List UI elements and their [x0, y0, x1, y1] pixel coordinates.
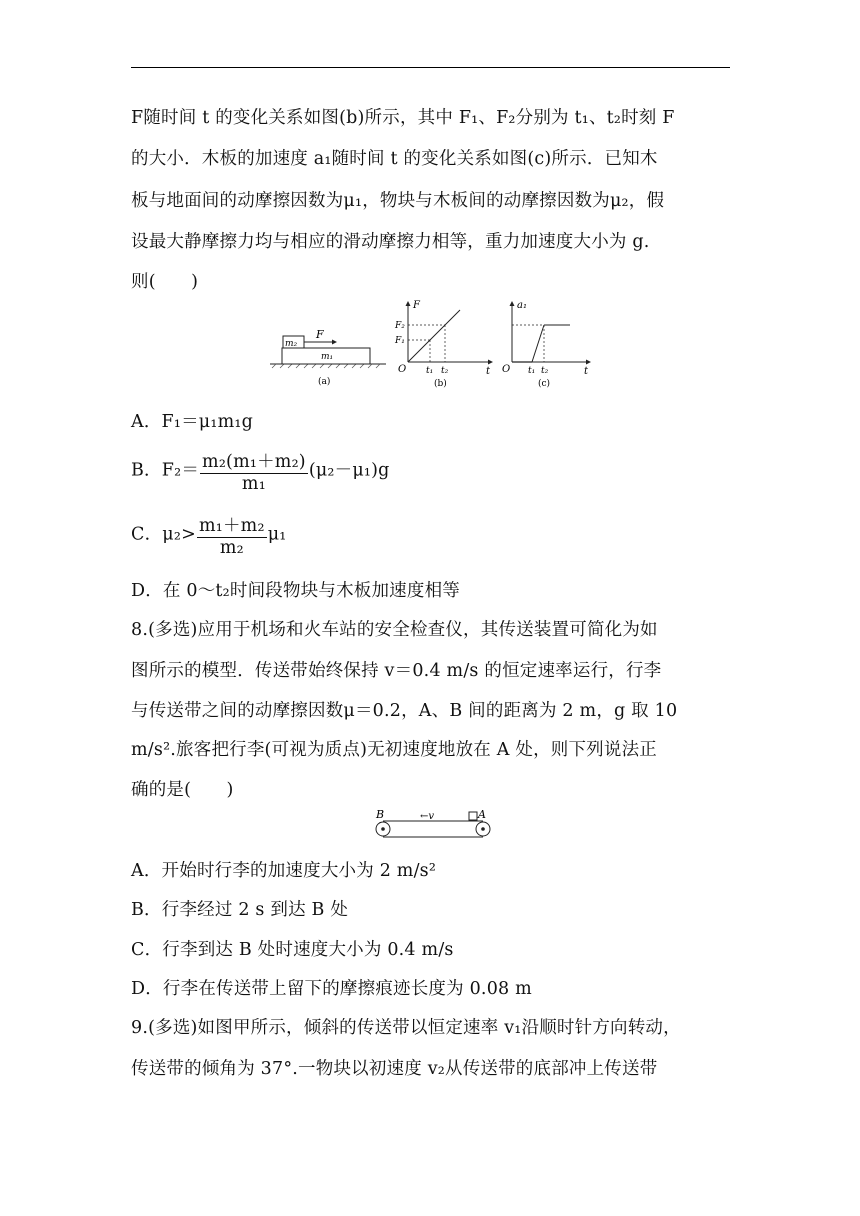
c-axis-t: t — [584, 366, 589, 377]
q7-intro-line-5: 则( ) — [131, 272, 199, 292]
q7-intro-line-2: 的大小．木板的加速度 a₁随时间 t 的变化关系如图(c)所示．已知木 — [131, 149, 658, 169]
q8-line-1: 8.(多选)应用于机场和火车站的安全检查仪，其传送装置可简化为如 — [131, 620, 658, 640]
caption-a: (a) — [318, 377, 331, 387]
b-t1: t₁ — [426, 366, 434, 376]
luggage-box — [469, 812, 477, 820]
q8-option-d: D．行李在传送带上留下的摩擦痕迹长度为 0.08 m — [131, 979, 532, 999]
q9-line-2: 传送带的倾角为 37°.一物块以初速度 v₂从传送带的底部冲上传送带 — [131, 1059, 658, 1079]
b-axis-F: F — [413, 300, 420, 311]
q7-option-b-prefix: B．F₂＝ — [131, 460, 200, 481]
q7-intro-line-4: 设最大静摩擦力均与相应的滑动摩擦力相等，重力加速度大小为 g. — [131, 232, 650, 252]
figure-b — [394, 300, 493, 389]
caption-c: (c) — [538, 379, 551, 389]
q7-figure — [268, 298, 600, 394]
q8-option-a: A．开始时行李的加速度大小为 2 m/s² — [131, 861, 437, 881]
figure-c — [502, 300, 591, 389]
label-m1: m₁ — [321, 352, 334, 362]
b-F1: F₁ — [395, 336, 405, 346]
q7-option-b-fraction — [200, 448, 308, 494]
q8-option-c: C．行李到达 B 处时速度大小为 0.4 m/s — [131, 940, 454, 960]
conveyor-label-b: B — [376, 808, 385, 821]
c-t2: t₂ — [541, 366, 549, 376]
q7-option-b-suffix: (μ₂－μ₁)g — [308, 460, 390, 481]
c-t1: t₁ — [528, 366, 536, 376]
q8-line-2: 图所示的模型．传送带始终保持 v＝0.4 m/s 的恒定速率运行，行李 — [131, 661, 662, 681]
q7-option-c-fraction — [197, 512, 267, 558]
c-rise-segment — [532, 325, 544, 362]
q7-option-c-numerator: m₁＋m₂ — [197, 512, 267, 538]
q8-line-5: 确的是( ) — [131, 780, 234, 800]
q7-option-a: A．F₁＝μ₁m₁g — [131, 412, 253, 432]
conveyor-label-v: ←v — [420, 811, 435, 822]
figure-a — [270, 328, 386, 387]
q7-intro-line-1: F随时间 t 的变化关系如图(b)所示，其中 F₁、F₂分别为 t₁、t₂时刻 F — [131, 108, 675, 128]
q7-option-b — [131, 448, 390, 494]
b-origin: O — [398, 364, 407, 375]
q7-option-d: D．在 0～t₂时间段物块与木板加速度相等 — [131, 581, 460, 601]
q9-line-1: 9.(多选)如图甲所示，倾斜的传送带以恒定速率 v₁沿顺时针方向转动， — [131, 1018, 681, 1038]
caption-b: (b) — [434, 379, 447, 389]
q7-option-c — [131, 512, 286, 558]
q8-line-3: 与传送带之间的动摩擦因数μ＝0.2，A、B 间的距离为 2 m，g 取 10 — [131, 701, 678, 721]
q7-option-b-denominator: m₁ — [241, 474, 266, 494]
q7-option-c-denominator: m₂ — [219, 538, 244, 558]
b-t2: t₂ — [441, 366, 449, 376]
q8-line-4: m/s².旅客把行李(可视为质点)无初速度地放在 A 处，则下列说法正 — [131, 740, 657, 760]
q7-option-b-numerator: m₂(m₁＋m₂) — [200, 448, 308, 474]
q7-option-c-suffix: μ₁ — [267, 524, 287, 545]
header-rule — [131, 67, 730, 68]
conveyor-label-a: A — [478, 808, 486, 821]
b-axis-t: t — [486, 366, 491, 377]
q8-option-b: B．行李经过 2 s 到达 B 处 — [131, 900, 349, 920]
q7-intro-line-3: 板与地面间的动摩擦因数为μ₁，物块与木板间的动摩擦因数为μ₂，假 — [131, 191, 665, 211]
c-axis-a1: a₁ — [517, 300, 527, 311]
q7-option-c-prefix: C．μ₂> — [131, 524, 196, 545]
b-F2: F₂ — [395, 321, 405, 331]
q8-conveyor-figure — [372, 806, 492, 842]
b-line — [408, 310, 460, 362]
label-m2: m₂ — [285, 339, 298, 349]
label-force: F — [316, 328, 324, 341]
c-origin: O — [502, 364, 511, 375]
